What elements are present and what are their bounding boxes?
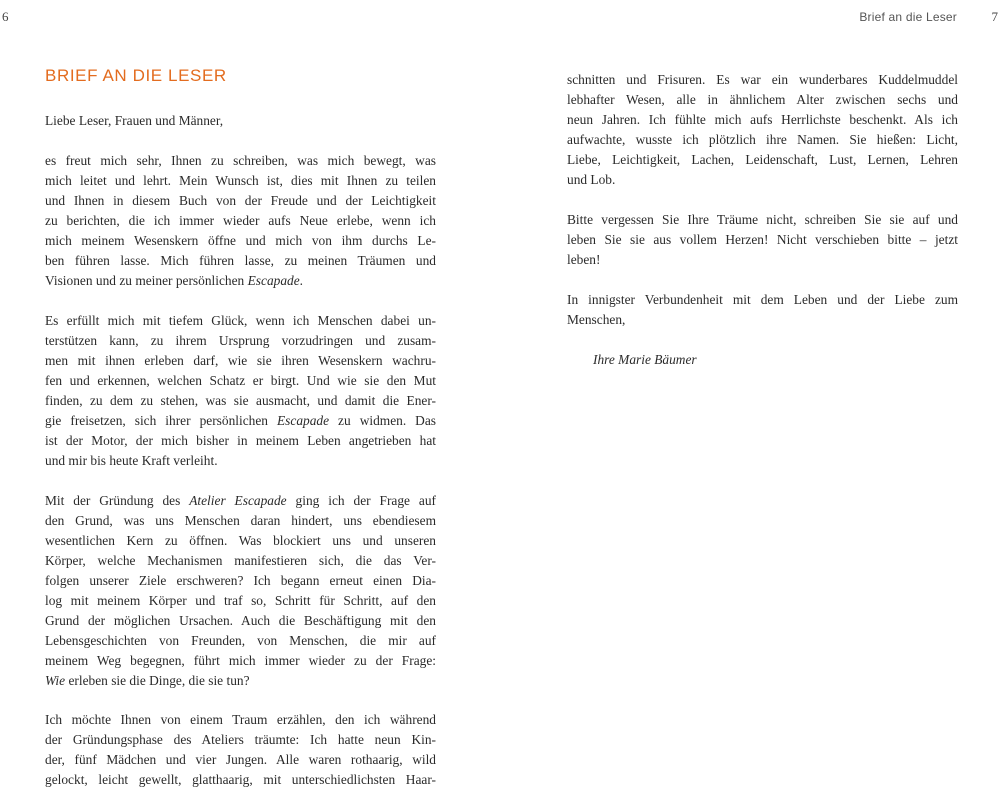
text-line: log mit meinem Körper und traf so, Schritt für Schritt, auf den (45, 593, 436, 608)
emphasis-atelier-escapade: Atelier Escapade (189, 493, 287, 508)
signature: Ihre Marie Bäumer (593, 352, 697, 367)
text-line: der, fünf Mädchen und vier Jungen. Alle waren rothaarig, wild (45, 752, 436, 767)
running-head: Brief an die Leser (859, 10, 957, 24)
page-title: BRIEF AN DIE LESER (45, 66, 227, 85)
text-line: wesentlichen Kern zu öffnen. Was blockiert uns und unseren (45, 533, 436, 548)
text-line: mich meinem Wesenskern öffne und mich von ihm durchs Le- (45, 233, 436, 248)
text-line: neun Jahren. Ich fühlte mich aufs Herrlichste beschenkt. Als ich (567, 112, 958, 127)
text-line: den Grund, was uns Menschen daran hindert, uns ebendiesem (45, 513, 436, 528)
text-line: Körper, welche Mechanismen manifestieren sich, die das Ver- (45, 553, 436, 568)
salutation: Liebe Leser, Frauen und Männer, (45, 113, 224, 128)
text-line: Menschen, (567, 312, 626, 327)
paragraph-3 (45, 491, 436, 691)
emphasis-escapade: Escapade (277, 413, 330, 428)
text-line: und mir bis heute Kraft verleiht. (45, 453, 218, 468)
text-line: leben Sie sie aus vollem Herzen! Nicht verschieben bitte – jetzt (567, 232, 958, 247)
paragraph-2 (45, 311, 436, 471)
text-line: Es erfüllt mich mit tiefem Glück, wenn ich Menschen dabei un- (45, 313, 436, 328)
text-line: folgen unserer Ziele erschweren? Ich begann erneut einen Dia- (45, 573, 436, 588)
text-line: und Lob. (567, 172, 616, 187)
text-run: Mit der Gründung des (45, 493, 190, 508)
text-run: erleben sie die Dinge, die sie tun? (65, 673, 250, 688)
text-run: zu widmen. Das (329, 413, 437, 428)
paragraph-6 (567, 210, 958, 270)
text-line: Lebensgeschichten von Freunden, von Menschen, die mir auf (45, 633, 436, 648)
paragraph-4 (45, 710, 436, 790)
text-line (45, 411, 436, 431)
text-line: lebhafter Wesen, alle in ähnlichem Alter zwischen sechs und (567, 92, 958, 107)
text-line (45, 271, 436, 291)
emphasis-wie: Wie (45, 673, 66, 688)
text-line: fen und erkennen, welchen Schatz er birgt. Und wie sie den Mut (45, 373, 436, 388)
text-line: gelockt, leicht gewellt, glatthaarig, mit unterschiedlichsten Haar- (45, 772, 436, 787)
text-line: finden, zu dem zu stehen, was sie ausmacht, und damit die Ener- (45, 393, 436, 408)
text-line (45, 671, 436, 691)
page-number-right: 7 (991, 9, 998, 24)
text-run: ging ich der Frage auf (286, 493, 436, 508)
text-line: ist der Motor, der mich bisher in meinem Leben angetrieben hat (45, 433, 436, 448)
text-line: Ich möchte Ihnen von einem Traum erzählen, den ich während (45, 712, 436, 727)
text-line: mich leitet und lehrt. Mein Wunsch ist, dies mit Ihnen zu teilen (45, 173, 436, 188)
text-line: ben führen lasse. Mich führen lasse, zu meinen Träumen und (45, 253, 436, 268)
text-line: meinem Weg begegnen, führt mich immer wieder zu der Frage: (45, 653, 436, 668)
text-run: gie freisetzen, sich ihrer persönlichen (45, 413, 277, 428)
paragraph-7 (567, 290, 958, 330)
paragraph-1 (45, 151, 436, 291)
text-line: men mit ihnen erleben darf, wie sie ihren Wesenskern wachru- (45, 353, 436, 368)
text-line: leben! (567, 252, 601, 267)
text-run: . (299, 273, 304, 288)
text-run: Visionen und zu meiner persönlichen (45, 273, 248, 288)
paragraph-5 (567, 70, 958, 190)
text-line: und Ihnen in diesem Buch von der Freude und der Leichtigkeit (45, 193, 436, 208)
text-line: Liebe, Leichtigkeit, Lachen, Leidenschaft, Lust, Lernen, Lehren (567, 152, 958, 167)
text-line: der Gründungsphase des Ateliers träumte: Ich hatte neun Kin- (45, 732, 436, 747)
emphasis-escapade: Escapade (247, 273, 300, 288)
text-line: es freut mich sehr, Ihnen zu schreiben, was mich bewegt, was (45, 153, 436, 168)
text-line: zu berichten, die ich immer wieder aufs Neue erlebe, wenn ich (45, 213, 436, 228)
text-line: aufwachte, wusste ich plötzlich ihre Namen. Sie hießen: Licht, (567, 132, 958, 147)
text-line: Bitte vergessen Sie Ihre Träume nicht, schreiben Sie sie auf und (567, 212, 958, 227)
page-number-left: 6 (2, 9, 9, 24)
text-line: schnitten und Frisuren. Es war ein wunderbares Kuddelmuddel (567, 72, 958, 87)
text-line: Grund der möglichen Ursachen. Auch die Beschäftigung mit den (45, 613, 436, 628)
salutation-paragraph (45, 111, 436, 131)
text-line: terstützen kann, zu ihrem Ursprung vorzudringen und zusam- (45, 333, 436, 348)
text-line (45, 491, 436, 511)
text-line: In innigster Verbundenheit mit dem Leben und der Liebe zum (567, 292, 958, 307)
